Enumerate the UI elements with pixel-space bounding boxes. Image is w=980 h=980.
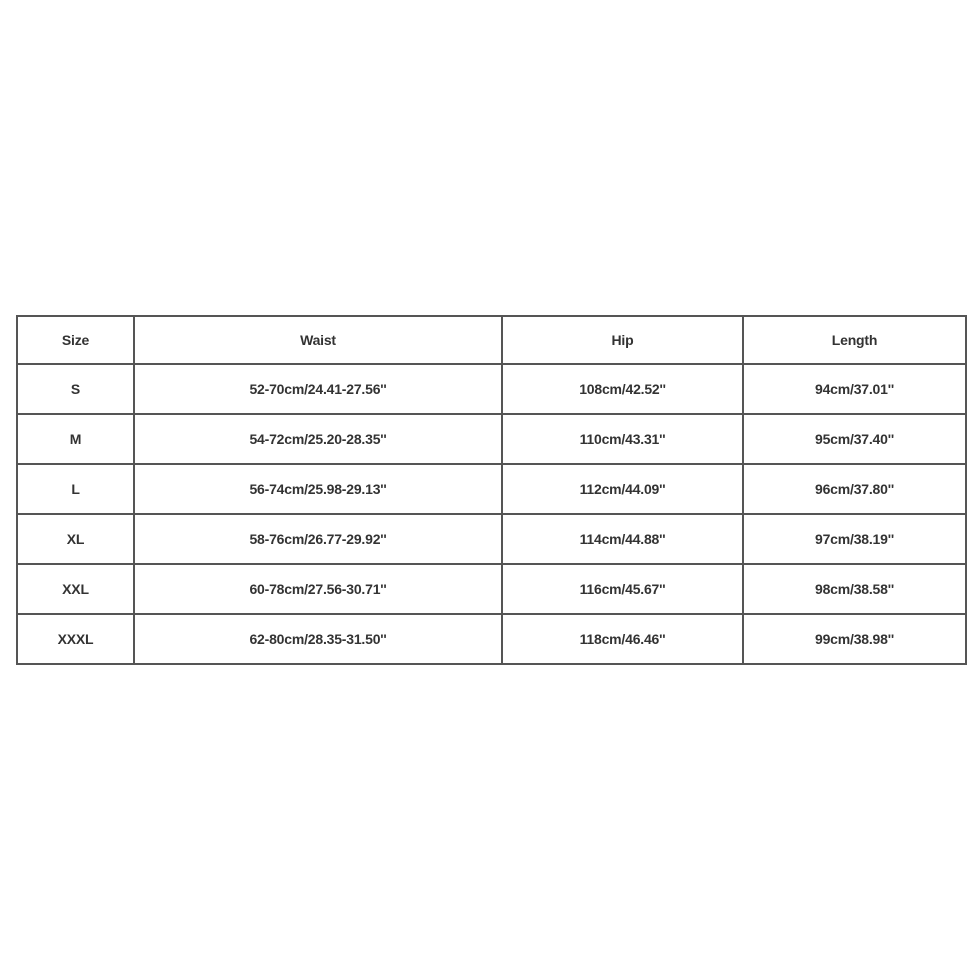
cell-hip: 114cm/44.88'' [502, 514, 743, 564]
cell-size: L [17, 464, 134, 514]
cell-length: 97cm/38.19'' [743, 514, 966, 564]
cell-size: XXL [17, 564, 134, 614]
table-row [17, 364, 966, 414]
table-row [17, 564, 966, 614]
table-row [17, 464, 966, 514]
cell-waist: 52-70cm/24.41-27.56'' [134, 364, 502, 414]
table-header-row [17, 316, 966, 364]
cell-hip: 118cm/46.46'' [502, 614, 743, 664]
cell-hip: 116cm/45.67'' [502, 564, 743, 614]
cell-length: 96cm/37.80'' [743, 464, 966, 514]
header-length: Length [743, 316, 966, 364]
table-row [17, 514, 966, 564]
table-row [17, 614, 966, 664]
header-hip: Hip [502, 316, 743, 364]
cell-waist: 62-80cm/28.35-31.50'' [134, 614, 502, 664]
table-row [17, 414, 966, 464]
header-size: Size [17, 316, 134, 364]
cell-length: 95cm/37.40'' [743, 414, 966, 464]
cell-hip: 110cm/43.31'' [502, 414, 743, 464]
cell-size: S [17, 364, 134, 414]
cell-waist: 60-78cm/27.56-30.71'' [134, 564, 502, 614]
cell-waist: 58-76cm/26.77-29.92'' [134, 514, 502, 564]
cell-size: XL [17, 514, 134, 564]
cell-length: 94cm/37.01'' [743, 364, 966, 414]
cell-size: M [17, 414, 134, 464]
cell-size: XXXL [17, 614, 134, 664]
cell-length: 99cm/38.98'' [743, 614, 966, 664]
cell-length: 98cm/38.58'' [743, 564, 966, 614]
size-chart-table [16, 315, 967, 665]
cell-waist: 54-72cm/25.20-28.35'' [134, 414, 502, 464]
cell-hip: 112cm/44.09'' [502, 464, 743, 514]
cell-waist: 56-74cm/25.98-29.13'' [134, 464, 502, 514]
header-waist: Waist [134, 316, 502, 364]
cell-hip: 108cm/42.52'' [502, 364, 743, 414]
